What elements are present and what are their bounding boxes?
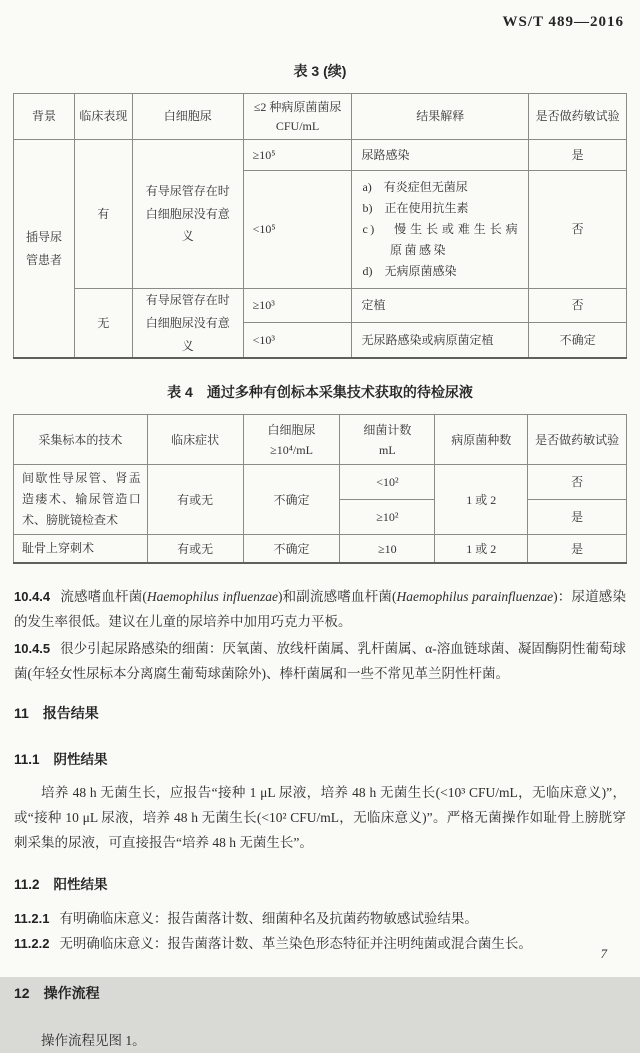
t4-col-count-line1: 细菌计数 <box>363 422 412 437</box>
clause-11-2-2 <box>14 931 626 956</box>
t4-technique: 耻骨上穿刺术 <box>14 535 148 564</box>
clause-10-4-4 <box>14 584 626 634</box>
t4-col-wbc-line1: 白细胞尿 <box>267 422 316 437</box>
clause-number: 10.4.5 <box>14 641 51 657</box>
paragraph-procedure: 操作流程见图 1。 <box>41 1033 146 1049</box>
latin-species-name: Haemophilus parainfluenzae <box>396 589 554 605</box>
t3-col-cfu-line1: ≤2 种病原菌菌尿 <box>253 99 342 114</box>
list-item: b) 正在使用抗生素 <box>362 201 469 215</box>
t3-clinical-no: 无 <box>74 289 132 359</box>
table-row <box>14 140 627 171</box>
clause-text: 无明确临床意义：报告菌落计数、革兰染色形态特征并注明纯菌或混合菌生长。 <box>59 936 532 952</box>
t3-cfu-value: ≥10⁵ <box>243 140 352 171</box>
section-number: 12 <box>14 985 30 1002</box>
clause-text: 很少引起尿路感染的细菌：厌氧菌、放线杆菌属、乳杆菌属、α-溶血链球菌、凝固酶阴性葡萄球菌(年轻女性尿标本分离腐生葡萄球菌除外)、棒杆菌属和一些不常见革兰阴性杆菌。 <box>14 641 626 682</box>
t4-count: ≥10² <box>340 500 435 535</box>
section-heading-11 <box>14 703 626 723</box>
section-title: 阴性结果 <box>53 752 108 768</box>
t4-count: <10² <box>340 465 435 500</box>
section-title: 操作流程 <box>43 985 100 1002</box>
list-item: c) 慢生长或难生长病原菌感染 <box>362 222 521 257</box>
t4-ast: 是 <box>528 535 627 564</box>
table3 <box>13 93 627 359</box>
list-item: a) 有炎症但无菌尿 <box>362 180 468 194</box>
table3-header-row <box>14 94 627 140</box>
t3-interpretation: 定植 <box>352 289 529 323</box>
t4-wbc: 不确定 <box>243 465 340 535</box>
t3-wbc-note-1: 有导尿管存在时白细胞尿没有意义 <box>132 140 243 289</box>
t4-col-count-line2: mL <box>379 442 396 457</box>
section-heading-12 <box>14 983 626 1003</box>
t4-col-count <box>340 415 435 465</box>
t4-ast: 否 <box>528 465 627 500</box>
section-number: 11.1 <box>14 752 40 768</box>
clause-text-part: )：尿道感染的发生率很低。建议在儿童的尿培养中加用巧克力平板。 <box>14 589 626 630</box>
t4-count: ≥10 <box>340 535 435 564</box>
t3-interpretation-list-cell <box>352 171 529 289</box>
clause-number: 10.4.4 <box>14 589 51 605</box>
clause-text: 有明确临床意义：报告菌落计数、细菌种名及抗菌药物敏感试验结果。 <box>59 911 478 927</box>
paragraph-negative-result: 培养 48 h 无菌生长，应报告“接种 1 μL 尿液，培养 48 h 无菌生长(<10³ CFU/mL，无临床意义)”，或“接种 10 μL 尿液，培养 48 h 无菌生长(<10² CFU/mL，无临床意义)”。严格无菌操作如耻骨上膀胱穿刺采集的尿液，可直接报告“培养 48 h 无菌生长”。 <box>14 785 626 851</box>
t4-species: 1 或 2 <box>435 465 528 535</box>
t4-col-symptoms: 临床症状 <box>147 415 243 465</box>
list-item: d) 无病原菌感染 <box>362 264 457 278</box>
body-text <box>0 584 640 1053</box>
t3-cfu-value: <10³ <box>243 323 352 359</box>
t4-col-wbc-line2: ≥10⁴/mL <box>270 442 313 457</box>
t3-clinical-yes: 有 <box>74 140 132 289</box>
t3-wbc-note-2: 有导尿管存在时白细胞尿没有意义 <box>132 289 243 359</box>
page-number: 7 <box>600 946 607 961</box>
t3-col-ast: 是否做药敏试验 <box>529 94 627 140</box>
t3-col-clinical: 临床表现 <box>74 94 132 140</box>
clause-11-2-1 <box>14 906 626 931</box>
section-number: 11.2 <box>14 877 40 893</box>
table-row <box>14 289 627 323</box>
t4-col-wbc <box>243 415 340 465</box>
table4-title: 表 4 通过多种有创标本采集技术获取的待检尿液 <box>167 384 473 401</box>
t3-col-wbc: 白细胞尿 <box>132 94 243 140</box>
table3-title: 表 3 (续) <box>293 63 347 79</box>
interpretation-list <box>356 173 524 286</box>
t4-ast: 是 <box>528 500 627 535</box>
section-title: 阳性结果 <box>53 877 108 893</box>
t4-symptoms: 有或无 <box>147 465 243 535</box>
clause-number: 11.2.1 <box>14 911 50 927</box>
t3-ast: 不确定 <box>529 323 627 359</box>
clause-text-part: 流感嗜血杆菌( <box>60 589 147 605</box>
latin-species-name: Haemophilus influenzae <box>146 589 278 605</box>
t3-col-cfu <box>243 94 352 140</box>
t3-ast: 否 <box>529 289 627 323</box>
clause-10-4-5 <box>14 636 626 686</box>
section-number: 11 <box>14 705 29 722</box>
t4-wbc: 不确定 <box>243 535 340 564</box>
t4-species: 1 或 2 <box>435 535 528 564</box>
t3-col-interpretation: 结果解释 <box>352 94 529 140</box>
t3-cfu-value: <10⁵ <box>243 171 352 289</box>
t3-interpretation: 无尿路感染或病原菌定植 <box>352 323 529 359</box>
section-title: 报告结果 <box>42 705 99 722</box>
t4-symptoms: 有或无 <box>147 535 243 564</box>
standard-code: WS/T 489—2016 <box>502 14 624 30</box>
t4-col-species: 病原菌种数 <box>435 415 528 465</box>
t4-technique: 间歇性导尿管、肾盂造瘘术、输尿管造口术、膀胱镜检查术 <box>14 465 148 535</box>
table4 <box>13 414 627 564</box>
clause-text-part: )和副流感嗜血杆菌( <box>277 589 397 605</box>
t3-interpretation: 尿路感染 <box>352 140 529 171</box>
table-row <box>14 465 627 500</box>
t3-ast: 否 <box>529 171 627 289</box>
t3-col-background: 背景 <box>14 94 75 140</box>
section-heading-11-1 <box>14 748 626 768</box>
clause-number: 11.2.2 <box>14 936 50 952</box>
t4-col-technique: 采集标本的技术 <box>14 415 148 465</box>
table-row <box>14 535 627 564</box>
t3-ast: 是 <box>529 140 627 171</box>
t3-background-cell: 插导尿管患者 <box>14 140 75 359</box>
section-heading-11-2 <box>14 873 626 893</box>
table4-header-row <box>14 415 627 465</box>
t3-cfu-value: ≥10³ <box>243 289 352 323</box>
t3-col-cfu-line2: CFU/mL <box>275 118 320 133</box>
t4-col-ast: 是否做药敏试验 <box>528 415 627 465</box>
